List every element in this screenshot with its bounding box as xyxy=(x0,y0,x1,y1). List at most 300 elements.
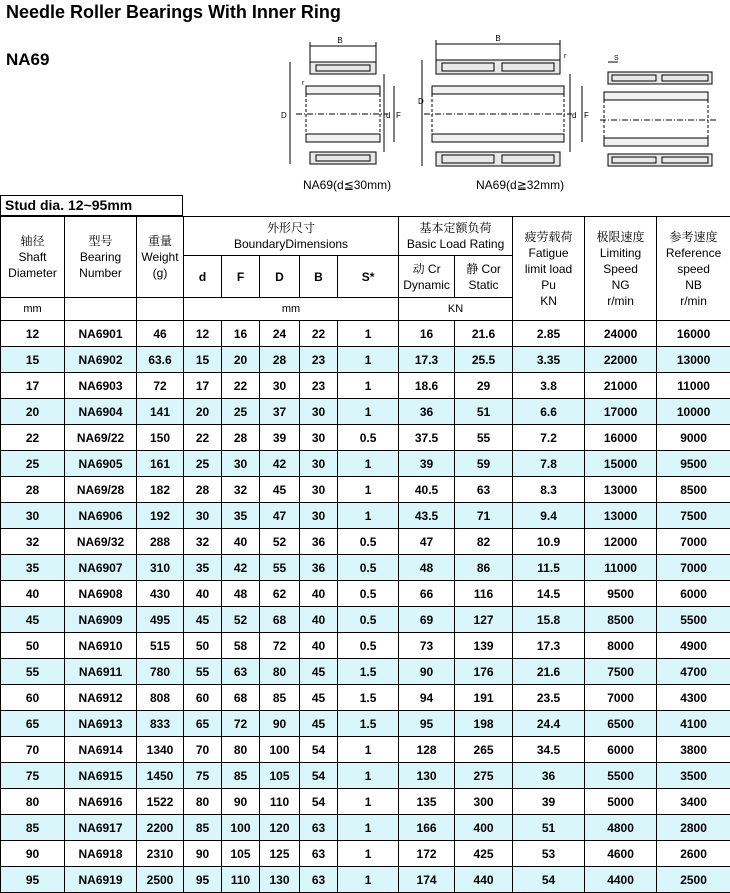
cell-weight: 288 xyxy=(137,529,184,555)
col-boundary-cn: 外形尺寸 xyxy=(267,221,316,235)
col-group-boundary xyxy=(184,217,399,256)
cell-d: 15 xyxy=(184,347,222,373)
cell-s: 1 xyxy=(338,737,399,763)
cell-bearing-number: NA6919 xyxy=(65,867,137,893)
col-shaft-en2: Diameter xyxy=(8,266,57,280)
cell-bearing-number: NA6908 xyxy=(65,581,137,607)
col-limiting-en2: Speed xyxy=(603,261,638,276)
cell-limiting-speed: 15000 xyxy=(585,451,657,477)
dim-label-f: F xyxy=(584,111,589,120)
table-row xyxy=(1,685,730,711)
cell-weight: 161 xyxy=(137,451,184,477)
dim-label-outer-d: D xyxy=(418,97,424,106)
cell-b: 36 xyxy=(300,529,338,555)
cell-b: 30 xyxy=(300,477,338,503)
cell-fatigue-pu: 10.9 xyxy=(513,529,585,555)
cell-limiting-speed: 17000 xyxy=(585,399,657,425)
cell-dynamic-cr: 73 xyxy=(399,633,455,659)
dim-label-d: d xyxy=(572,111,577,120)
dim-label-r: r xyxy=(564,53,567,60)
cell-fatigue-pu: 34.5 xyxy=(513,737,585,763)
cell-bearing-number: NA6917 xyxy=(65,815,137,841)
cell-shaft-diameter: 40 xyxy=(1,581,65,607)
cell-outer-d: 120 xyxy=(260,815,300,841)
cell-d: 55 xyxy=(184,659,222,685)
cell-limiting-speed: 22000 xyxy=(585,347,657,373)
col-limiting-en1: Limiting xyxy=(599,245,642,260)
col-bearing-number xyxy=(65,217,137,298)
cell-b: 23 xyxy=(300,347,338,373)
cell-shaft-diameter: 90 xyxy=(1,841,65,867)
cell-dynamic-cr: 47 xyxy=(399,529,455,555)
cell-dynamic-cr: 174 xyxy=(399,867,455,893)
unit-dims-mm: mm xyxy=(184,298,399,321)
cell-outer-d: 55 xyxy=(260,555,300,581)
cell-d: 45 xyxy=(184,607,222,633)
cell-limiting-speed: 4600 xyxy=(585,841,657,867)
cell-limiting-speed: 16000 xyxy=(585,425,657,451)
cell-shaft-diameter: 12 xyxy=(1,321,65,347)
cell-limiting-speed: 7500 xyxy=(585,659,657,685)
col-reference-sym: NB xyxy=(685,277,702,292)
cell-dynamic-cr: 40.5 xyxy=(399,477,455,503)
cell-outer-d: 39 xyxy=(260,425,300,451)
cell-bearing-number: NA6914 xyxy=(65,737,137,763)
cell-s: 1 xyxy=(338,321,399,347)
unit-blank-2 xyxy=(137,298,184,321)
table-row xyxy=(1,763,730,789)
cell-weight: 150 xyxy=(137,425,184,451)
cell-outer-d: 37 xyxy=(260,399,300,425)
cell-shaft-diameter: 32 xyxy=(1,529,65,555)
cell-reference-speed: 9000 xyxy=(657,425,730,451)
cell-f: 30 xyxy=(222,451,260,477)
cell-shaft-diameter: 30 xyxy=(1,503,65,529)
cell-outer-d: 62 xyxy=(260,581,300,607)
cell-bearing-number: NA6911 xyxy=(65,659,137,685)
col-reference-en1: Reference xyxy=(665,245,722,260)
table-row xyxy=(1,581,730,607)
cell-limiting-speed: 8500 xyxy=(585,607,657,633)
col-load-cn: 基本定额负荷 xyxy=(419,221,492,235)
table-row xyxy=(1,555,730,581)
cell-b: 23 xyxy=(300,373,338,399)
cell-fatigue-pu: 14.5 xyxy=(513,581,585,607)
cell-d: 50 xyxy=(184,633,222,659)
cell-b: 63 xyxy=(300,841,338,867)
cell-shaft-diameter: 25 xyxy=(1,451,65,477)
cell-outer-d: 42 xyxy=(260,451,300,477)
cell-outer-d: 52 xyxy=(260,529,300,555)
col-cr-label: 动 Cr xyxy=(412,261,441,276)
table-row xyxy=(1,659,730,685)
cell-weight: 182 xyxy=(137,477,184,503)
cell-s: 1 xyxy=(338,841,399,867)
cell-f: 100 xyxy=(222,815,260,841)
cell-s: 1 xyxy=(338,789,399,815)
col-shaft-diameter xyxy=(1,217,65,298)
cell-static-cor: 55 xyxy=(455,425,513,451)
cell-d: 70 xyxy=(184,737,222,763)
cell-shaft-diameter: 55 xyxy=(1,659,65,685)
cell-limiting-speed: 5000 xyxy=(585,789,657,815)
col-b: B xyxy=(300,256,338,298)
cell-outer-d: 45 xyxy=(260,477,300,503)
cell-limiting-speed: 24000 xyxy=(585,321,657,347)
cell-d: 95 xyxy=(184,867,222,893)
col-cor-label: 静 Cor xyxy=(466,261,501,276)
cell-bearing-number: NA6916 xyxy=(65,789,137,815)
cell-b: 30 xyxy=(300,425,338,451)
cell-dynamic-cr: 16 xyxy=(399,321,455,347)
col-d: d xyxy=(184,256,222,298)
table-row xyxy=(1,607,730,633)
cell-weight: 46 xyxy=(137,321,184,347)
cell-fatigue-pu: 24.4 xyxy=(513,711,585,737)
col-bearing-cn: 型号 xyxy=(88,234,113,248)
cell-s: 0.5 xyxy=(338,581,399,607)
cell-dynamic-cr: 37.5 xyxy=(399,425,455,451)
cell-f: 48 xyxy=(222,581,260,607)
cell-s: 0.5 xyxy=(338,607,399,633)
cell-weight: 780 xyxy=(137,659,184,685)
cell-dynamic-cr: 128 xyxy=(399,737,455,763)
cell-dynamic-cr: 66 xyxy=(399,581,455,607)
cell-f: 20 xyxy=(222,347,260,373)
cell-limiting-speed: 6000 xyxy=(585,737,657,763)
cell-f: 22 xyxy=(222,373,260,399)
cell-fatigue-pu: 2.85 xyxy=(513,321,585,347)
cell-dynamic-cr: 17.3 xyxy=(399,347,455,373)
cell-b: 36 xyxy=(300,555,338,581)
cell-s: 1 xyxy=(338,399,399,425)
cell-bearing-number: NA69/32 xyxy=(65,529,137,555)
dim-label-outer-d: D xyxy=(281,111,287,120)
col-reference-en2: speed xyxy=(677,261,710,276)
cell-outer-d: 72 xyxy=(260,633,300,659)
cell-dynamic-cr: 94 xyxy=(399,685,455,711)
cell-b: 45 xyxy=(300,685,338,711)
cell-fatigue-pu: 54 xyxy=(513,867,585,893)
cell-bearing-number: NA6909 xyxy=(65,607,137,633)
cell-fatigue-pu: 8.3 xyxy=(513,477,585,503)
cell-outer-d: 28 xyxy=(260,347,300,373)
cell-weight: 2500 xyxy=(137,867,184,893)
cell-bearing-number: NA6905 xyxy=(65,451,137,477)
cell-reference-speed: 4900 xyxy=(657,633,730,659)
cell-dynamic-cr: 48 xyxy=(399,555,455,581)
cell-f: 52 xyxy=(222,607,260,633)
cell-fatigue-pu: 11.5 xyxy=(513,555,585,581)
cell-shaft-diameter: 75 xyxy=(1,763,65,789)
cell-outer-d: 110 xyxy=(260,789,300,815)
cell-d: 60 xyxy=(184,685,222,711)
table-row xyxy=(1,373,730,399)
bearing-spec-table xyxy=(0,216,730,893)
cell-static-cor: 425 xyxy=(455,841,513,867)
cell-dynamic-cr: 130 xyxy=(399,763,455,789)
cell-reference-speed: 4100 xyxy=(657,711,730,737)
cell-d: 28 xyxy=(184,477,222,503)
cell-fatigue-pu: 6.6 xyxy=(513,399,585,425)
cell-outer-d: 130 xyxy=(260,867,300,893)
cell-static-cor: 198 xyxy=(455,711,513,737)
cell-outer-d: 30 xyxy=(260,373,300,399)
cell-reference-speed: 2800 xyxy=(657,815,730,841)
cell-reference-speed: 5500 xyxy=(657,607,730,633)
col-limiting-speed xyxy=(585,217,657,321)
cell-reference-speed: 10000 xyxy=(657,399,730,425)
col-weight-en: Weight xyxy=(141,250,179,264)
dim-label-b: B xyxy=(495,34,501,43)
cell-outer-d: 85 xyxy=(260,685,300,711)
table-row xyxy=(1,425,730,451)
cell-weight: 1522 xyxy=(137,789,184,815)
cell-d: 30 xyxy=(184,503,222,529)
cell-b: 40 xyxy=(300,633,338,659)
cell-limiting-speed: 12000 xyxy=(585,529,657,555)
cell-limiting-speed: 11000 xyxy=(585,555,657,581)
table-row xyxy=(1,451,730,477)
table-row xyxy=(1,711,730,737)
cell-dynamic-cr: 36 xyxy=(399,399,455,425)
cell-weight: 72 xyxy=(137,373,184,399)
dim-label-b: B xyxy=(337,36,343,45)
cell-limiting-speed: 8000 xyxy=(585,633,657,659)
cell-limiting-speed: 7000 xyxy=(585,685,657,711)
bearing-drawing-large xyxy=(418,34,598,174)
cell-outer-d: 80 xyxy=(260,659,300,685)
cell-shaft-diameter: 45 xyxy=(1,607,65,633)
cell-fatigue-pu: 21.6 xyxy=(513,659,585,685)
cell-outer-d: 105 xyxy=(260,763,300,789)
cell-shaft-diameter: 85 xyxy=(1,815,65,841)
cell-dynamic-cr: 135 xyxy=(399,789,455,815)
cell-weight: 2200 xyxy=(137,815,184,841)
cell-b: 63 xyxy=(300,867,338,893)
cell-static-cor: 25.5 xyxy=(455,347,513,373)
cell-bearing-number: NA6906 xyxy=(65,503,137,529)
cell-s: 1 xyxy=(338,815,399,841)
table-row xyxy=(1,399,730,425)
cell-weight: 192 xyxy=(137,503,184,529)
cell-f: 25 xyxy=(222,399,260,425)
col-shaft-en1: Shaft xyxy=(18,250,47,264)
cell-shaft-diameter: 28 xyxy=(1,477,65,503)
cell-reference-speed: 6000 xyxy=(657,581,730,607)
cell-s: 1 xyxy=(338,347,399,373)
cell-f: 42 xyxy=(222,555,260,581)
cell-d: 65 xyxy=(184,711,222,737)
cell-weight: 141 xyxy=(137,399,184,425)
table-row xyxy=(1,815,730,841)
col-weight-unit: (g) xyxy=(152,266,168,280)
table-row xyxy=(1,737,730,763)
cell-weight: 1450 xyxy=(137,763,184,789)
cell-reference-speed: 4300 xyxy=(657,685,730,711)
cell-s: 0.5 xyxy=(338,633,399,659)
cell-static-cor: 176 xyxy=(455,659,513,685)
cell-d: 35 xyxy=(184,555,222,581)
cell-s: 1 xyxy=(338,503,399,529)
cell-bearing-number: NA6915 xyxy=(65,763,137,789)
cell-d: 75 xyxy=(184,763,222,789)
cell-bearing-number: NA6910 xyxy=(65,633,137,659)
cell-weight: 833 xyxy=(137,711,184,737)
cell-dynamic-cr: 172 xyxy=(399,841,455,867)
dim-label-f: F xyxy=(396,111,401,120)
cell-static-cor: 127 xyxy=(455,607,513,633)
cell-bearing-number: NA6913 xyxy=(65,711,137,737)
cell-s: 1 xyxy=(338,477,399,503)
cell-f: 85 xyxy=(222,763,260,789)
cell-b: 54 xyxy=(300,737,338,763)
cell-limiting-speed: 5500 xyxy=(585,763,657,789)
cell-shaft-diameter: 95 xyxy=(1,867,65,893)
cell-fatigue-pu: 7.8 xyxy=(513,451,585,477)
cell-b: 40 xyxy=(300,607,338,633)
cell-fatigue-pu: 17.3 xyxy=(513,633,585,659)
drawing-caption-large: NA69(d≧32mm) xyxy=(476,178,565,192)
cell-reference-speed: 8500 xyxy=(657,477,730,503)
cell-fatigue-pu: 36 xyxy=(513,763,585,789)
model-heading: NA69 xyxy=(6,50,50,69)
cell-reference-speed: 2600 xyxy=(657,841,730,867)
col-fatigue-sym: Pu xyxy=(541,277,556,292)
cell-dynamic-cr: 95 xyxy=(399,711,455,737)
cell-shaft-diameter: 50 xyxy=(1,633,65,659)
cell-limiting-speed: 9500 xyxy=(585,581,657,607)
cell-shaft-diameter: 20 xyxy=(1,399,65,425)
cell-b: 40 xyxy=(300,581,338,607)
cell-limiting-speed: 4400 xyxy=(585,867,657,893)
unit-shaft-mm: mm xyxy=(1,298,65,321)
cell-bearing-number: NA6912 xyxy=(65,685,137,711)
col-fatigue-cn: 疲劳载荷 xyxy=(524,229,573,244)
cell-static-cor: 51 xyxy=(455,399,513,425)
cell-b: 30 xyxy=(300,503,338,529)
col-s: S* xyxy=(338,256,399,298)
col-weight-cn: 重量 xyxy=(147,234,172,248)
cell-shaft-diameter: 70 xyxy=(1,737,65,763)
dim-label-r: r xyxy=(302,80,305,87)
cell-bearing-number: NA6903 xyxy=(65,373,137,399)
cell-reference-speed: 3400 xyxy=(657,789,730,815)
page-title: Needle Roller Bearings With Inner Ring xyxy=(6,2,341,22)
cell-dynamic-cr: 69 xyxy=(399,607,455,633)
cell-reference-speed: 3800 xyxy=(657,737,730,763)
cell-limiting-speed: 4800 xyxy=(585,815,657,841)
cell-reference-speed: 11000 xyxy=(657,373,730,399)
cell-weight: 495 xyxy=(137,607,184,633)
col-cor-en: Static xyxy=(468,277,499,292)
col-limiting-cn: 极限速度 xyxy=(596,229,645,244)
cell-s: 0.5 xyxy=(338,529,399,555)
cell-f: 32 xyxy=(222,477,260,503)
col-limiting-sym: NG xyxy=(611,277,630,292)
col-cr-en: Dynamic xyxy=(403,277,450,292)
cell-limiting-speed: 6500 xyxy=(585,711,657,737)
cell-s: 0.5 xyxy=(338,425,399,451)
cell-reference-speed: 9500 xyxy=(657,451,730,477)
cell-static-cor: 440 xyxy=(455,867,513,893)
col-fatigue-unit: KN xyxy=(540,293,557,308)
cell-reference-speed: 3500 xyxy=(657,763,730,789)
col-shaft-cn: 轴径 xyxy=(20,234,45,248)
cell-d: 12 xyxy=(184,321,222,347)
col-group-load xyxy=(399,217,513,256)
cell-static-cor: 71 xyxy=(455,503,513,529)
cell-weight: 310 xyxy=(137,555,184,581)
cell-d: 17 xyxy=(184,373,222,399)
cell-outer-d: 68 xyxy=(260,607,300,633)
cell-bearing-number: NA69/22 xyxy=(65,425,137,451)
cell-static-cor: 275 xyxy=(455,763,513,789)
cell-reference-speed: 7000 xyxy=(657,529,730,555)
cell-fatigue-pu: 15.8 xyxy=(513,607,585,633)
cell-outer-d: 100 xyxy=(260,737,300,763)
table-row xyxy=(1,789,730,815)
cell-dynamic-cr: 39 xyxy=(399,451,455,477)
drawing-caption-small: NA69(d≦30mm) xyxy=(303,178,392,192)
col-reference-unit: r/min xyxy=(680,293,707,308)
table-row xyxy=(1,347,730,373)
cell-f: 72 xyxy=(222,711,260,737)
dim-label-d: d xyxy=(386,111,391,120)
unit-load-kn: KN xyxy=(399,298,513,321)
cell-reference-speed: 13000 xyxy=(657,347,730,373)
cell-outer-d: 125 xyxy=(260,841,300,867)
cell-f: 35 xyxy=(222,503,260,529)
cell-reference-speed: 4700 xyxy=(657,659,730,685)
col-weight xyxy=(137,217,184,298)
cell-b: 22 xyxy=(300,321,338,347)
cell-static-cor: 265 xyxy=(455,737,513,763)
cell-reference-speed: 7000 xyxy=(657,555,730,581)
cell-d: 22 xyxy=(184,425,222,451)
cell-s: 1 xyxy=(338,373,399,399)
cell-d: 20 xyxy=(184,399,222,425)
table-row xyxy=(1,529,730,555)
cell-static-cor: 86 xyxy=(455,555,513,581)
table-row xyxy=(1,321,730,347)
cell-reference-speed: 16000 xyxy=(657,321,730,347)
cell-reference-speed: 2500 xyxy=(657,867,730,893)
cell-s: 1 xyxy=(338,763,399,789)
cell-outer-d: 90 xyxy=(260,711,300,737)
table-row xyxy=(1,503,730,529)
table-row xyxy=(1,841,730,867)
cell-b: 30 xyxy=(300,399,338,425)
cell-fatigue-pu: 23.5 xyxy=(513,685,585,711)
col-load-en: Basic Load Rating xyxy=(406,237,505,251)
cell-static-cor: 29 xyxy=(455,373,513,399)
cell-static-cor: 63 xyxy=(455,477,513,503)
table-row xyxy=(1,477,730,503)
cell-shaft-diameter: 60 xyxy=(1,685,65,711)
cell-f: 90 xyxy=(222,789,260,815)
cell-f: 40 xyxy=(222,529,260,555)
cell-b: 54 xyxy=(300,763,338,789)
bearing-drawing-small xyxy=(276,34,404,174)
col-reference-cn: 参考速度 xyxy=(669,229,718,244)
cell-fatigue-pu: 3.8 xyxy=(513,373,585,399)
cell-static-cor: 82 xyxy=(455,529,513,555)
cell-b: 45 xyxy=(300,659,338,685)
cell-d: 80 xyxy=(184,789,222,815)
col-f: F xyxy=(222,256,260,298)
col-reference-speed xyxy=(657,217,730,321)
